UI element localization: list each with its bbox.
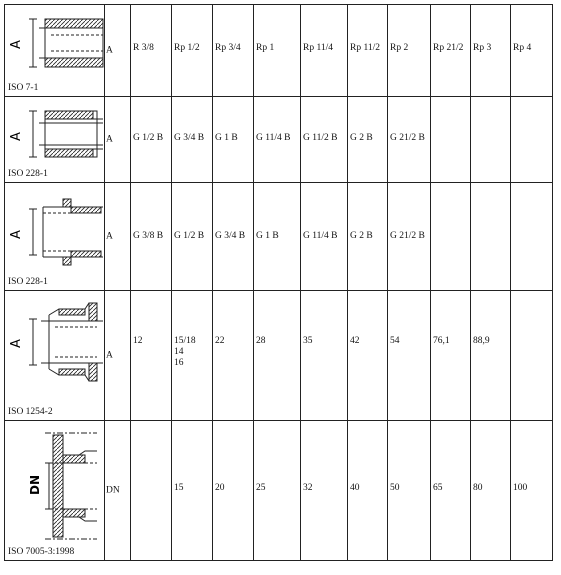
value-cell: 20: [213, 421, 254, 561]
value-cell: [431, 97, 471, 183]
value-cell: G 21/2 B: [388, 183, 431, 291]
value-cell: G 11/4 B: [254, 97, 301, 183]
value-cell: Rp 11/2: [348, 5, 388, 97]
value-cell: Rp 4: [511, 5, 553, 97]
value-cell: 80: [471, 421, 511, 561]
value-cell: 15/18 14 16: [172, 291, 213, 421]
compression-fitting-icon: [5, 291, 105, 421]
table-row: [5, 97, 553, 183]
value-cell: 40: [348, 421, 388, 561]
standard-label: ISO 228-1: [8, 169, 48, 179]
value-cell: G 1/2 B: [131, 97, 172, 183]
dimension-a-label: A: [9, 339, 24, 348]
table-row: [5, 5, 553, 97]
dimension-a-label: A: [9, 230, 24, 239]
flange-icon: [5, 421, 105, 561]
value-cell: 12: [131, 291, 172, 421]
dim-cell: A: [105, 5, 131, 97]
value-cell: [471, 183, 511, 291]
value-cell: G 3/4 B: [172, 97, 213, 183]
value-cell: 54: [388, 291, 431, 421]
figure-cell-iso228-1: [5, 97, 105, 183]
value-cell: Rp 1/2: [172, 5, 213, 97]
value-cell: 32: [301, 421, 348, 561]
value-cell: [511, 183, 553, 291]
figure-cell-iso228-1-nipple: [5, 183, 105, 291]
value-cell: 22: [213, 291, 254, 421]
table-row: [5, 183, 553, 291]
dim-cell: A: [105, 183, 131, 291]
value-cell: 50: [388, 421, 431, 561]
value-cell: [471, 97, 511, 183]
value-cell: [511, 291, 553, 421]
figure-cell-iso1254-2: [5, 291, 105, 421]
value-cell: R 3/8: [131, 5, 172, 97]
value-cell: G 11/2 B: [301, 97, 348, 183]
figure-cell-iso7-1: [5, 5, 105, 97]
figure-cell-iso7005-3: [5, 421, 105, 561]
value-cell: [431, 183, 471, 291]
value-cell: G 2 B: [348, 97, 388, 183]
table-row: [5, 421, 553, 561]
standard-label: ISO 228-1: [8, 277, 48, 287]
table-row: [5, 291, 553, 421]
value-cell: Rp 2: [388, 5, 431, 97]
value-cell: Rp 21/2: [431, 5, 471, 97]
value-cell: 25: [254, 421, 301, 561]
value-cell: 42: [348, 291, 388, 421]
value-cell: G 1 B: [213, 97, 254, 183]
fitting-spec-table: [4, 4, 553, 561]
value-cell: 28: [254, 291, 301, 421]
value-cell: G 1 B: [254, 183, 301, 291]
standard-label: ISO 7005-3:1998: [8, 547, 75, 557]
value-cell: G 2 B: [348, 183, 388, 291]
value-cell: 35: [301, 291, 348, 421]
value-cell: G 1/2 B: [172, 183, 213, 291]
dimension-a-label: A: [9, 132, 24, 141]
dimension-dn-label: DN: [28, 474, 42, 495]
value-cell: G 21/2 B: [388, 97, 431, 183]
value-cell: 76,1: [431, 291, 471, 421]
value-cell: Rp 11/4: [301, 5, 348, 97]
dimension-a-label: A: [9, 40, 24, 49]
dim-cell: A: [105, 291, 131, 421]
standard-label: ISO 1254-2: [8, 407, 53, 417]
value-cell: 88,9: [471, 291, 511, 421]
value-cell: 15: [172, 421, 213, 561]
value-cell: [131, 421, 172, 561]
value-cell: Rp 3/4: [213, 5, 254, 97]
value-cell: G 3/4 B: [213, 183, 254, 291]
value-cell: 100: [511, 421, 553, 561]
threaded-nipple-icon: [5, 183, 105, 291]
value-cell: G 3/8 B: [131, 183, 172, 291]
value-cell: Rp 3: [471, 5, 511, 97]
value-cell: 65: [431, 421, 471, 561]
value-cell: Rp 1: [254, 5, 301, 97]
dim-cell: A: [105, 97, 131, 183]
dim-cell: DN: [105, 421, 131, 561]
value-cell: G 11/4 B: [301, 183, 348, 291]
standard-label: ISO 7-1: [8, 83, 39, 93]
value-cell: [511, 97, 553, 183]
